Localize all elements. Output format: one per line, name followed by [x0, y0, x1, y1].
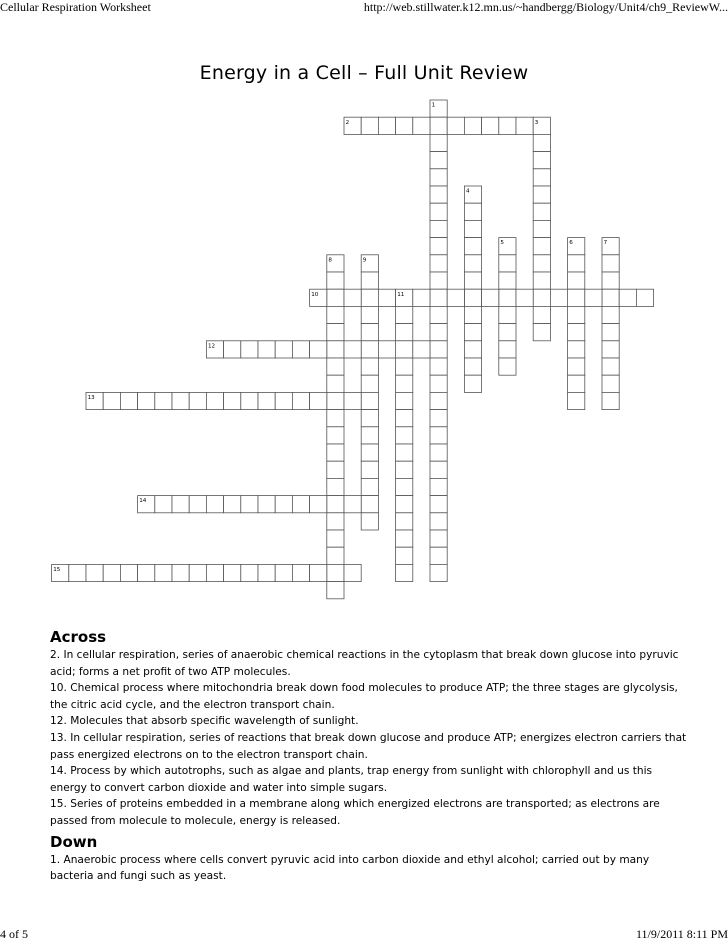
- grid-cell: [396, 341, 413, 358]
- grid-cell: [447, 289, 464, 306]
- grid-cell: [344, 564, 361, 581]
- grid-cell: [430, 272, 447, 289]
- grid-cell: [602, 306, 619, 323]
- grid-cell: [636, 289, 653, 306]
- grid-cell: [292, 392, 309, 409]
- grid-cell: [430, 152, 447, 169]
- grid-cell: [224, 564, 241, 581]
- grid-cell: [155, 564, 172, 581]
- grid-cell: [396, 324, 413, 341]
- grid-cell: [499, 306, 516, 323]
- grid-cell: [172, 496, 189, 513]
- grid-cell: [224, 392, 241, 409]
- grid-cell: [430, 186, 447, 203]
- grid-cell: [327, 358, 344, 375]
- grid-cell: [602, 324, 619, 341]
- grid-cell: [430, 444, 447, 461]
- grid-cell: [482, 289, 499, 306]
- grid-cell: [464, 324, 481, 341]
- grid-cell: [327, 341, 344, 358]
- grid-cell: [396, 461, 413, 478]
- grid-cell: [464, 306, 481, 323]
- grid-cell: [568, 324, 585, 341]
- grid-cell: [464, 272, 481, 289]
- grid-cell: [344, 496, 361, 513]
- grid-cell: [327, 513, 344, 530]
- across-clue-13: 13. In cellular respiration, series of reactions that break down glucose and produce ATP; energizes electron carriers that pass energized electrons on to the electron transport chain.: [50, 731, 687, 761]
- grid-cell: [361, 375, 378, 392]
- grid-cell: [396, 117, 413, 134]
- grid-cell: [69, 564, 86, 581]
- grid-cell: [430, 238, 447, 255]
- grid-cell: [619, 289, 636, 306]
- grid-cell: [241, 341, 258, 358]
- grid-cell: [378, 289, 395, 306]
- grid-cell: [533, 186, 550, 203]
- grid-cell: [430, 513, 447, 530]
- clue-number-15: 15: [53, 567, 61, 573]
- grid-cell: [550, 289, 567, 306]
- grid-cell: [224, 341, 241, 358]
- grid-cell: [361, 444, 378, 461]
- grid-cell: [361, 410, 378, 427]
- grid-cell: [206, 496, 223, 513]
- grid-cell: [275, 341, 292, 358]
- grid-cell: [533, 169, 550, 186]
- grid-cell: [206, 564, 223, 581]
- grid-cell: [430, 427, 447, 444]
- grid-cell: [516, 289, 533, 306]
- grid-cell: [258, 392, 275, 409]
- grid-cell: [602, 358, 619, 375]
- grid-cell: [499, 324, 516, 341]
- grid-cell: [464, 255, 481, 272]
- grid-cell: [568, 341, 585, 358]
- grid-cell: [138, 564, 155, 581]
- grid-cell: [86, 564, 103, 581]
- grid-cell: [413, 341, 430, 358]
- clue-number-13: 13: [87, 395, 95, 401]
- grid-cell: [327, 410, 344, 427]
- grid-cell: [396, 547, 413, 564]
- grid-cell: [430, 461, 447, 478]
- grid-cell: [533, 238, 550, 255]
- across-clue-2: 2. In cellular respiration, series of anaerobic chemical reactions in the cytoplasm that break down glucose into pyruvic acid; forms a net profit of two ATP molecules.: [50, 649, 679, 678]
- grid-cell: [430, 375, 447, 392]
- down-heading: Down: [50, 832, 98, 851]
- grid-cell: [464, 358, 481, 375]
- grid-cell: [258, 496, 275, 513]
- grid-cell: [344, 289, 361, 306]
- grid-cell: [464, 238, 481, 255]
- grid-cell: [378, 341, 395, 358]
- grid-cell: [568, 289, 585, 306]
- grid-cell: [585, 289, 602, 306]
- grid-cell: [327, 375, 344, 392]
- grid-cell: [430, 289, 447, 306]
- clue-number-10: 10: [311, 291, 319, 298]
- clue-number-9: 9: [362, 257, 367, 264]
- grid-cell: [533, 220, 550, 237]
- page-title: Energy in a Cell – Full Unit Review: [199, 62, 529, 84]
- grid-cell: [275, 564, 292, 581]
- grid-cell: [189, 496, 206, 513]
- grid-cell: [310, 564, 327, 581]
- grid-cell: [396, 375, 413, 392]
- grid-cell: [138, 392, 155, 409]
- clue-number-12: 12: [208, 343, 216, 350]
- grid-cell: [120, 392, 137, 409]
- grid-cell: [327, 272, 344, 289]
- grid-cell: [533, 255, 550, 272]
- clue-number-11: 11: [397, 291, 405, 298]
- grid-cell: [361, 427, 378, 444]
- grid-cell: [327, 496, 344, 513]
- grid-cell: [533, 152, 550, 169]
- grid-cell: [430, 255, 447, 272]
- grid-cell: [447, 117, 464, 134]
- grid-cell: [327, 289, 344, 306]
- grid-cell: [172, 392, 189, 409]
- grid-cell: [241, 496, 258, 513]
- grid-cell: [430, 392, 447, 409]
- grid-cell: [327, 564, 344, 581]
- grid-cell: [568, 375, 585, 392]
- clue-number-8: 8: [328, 257, 332, 264]
- grid-cell: [482, 117, 499, 134]
- grid-cell: [430, 134, 447, 151]
- across-heading: Across: [50, 628, 107, 646]
- across-clue-10: 10. Chemical process where mitochondria break down food molecules to produce ATP; the three stages are glycolysis, the citric acid cycle, and the electron transport chain.: [50, 682, 678, 711]
- grid-cell: [361, 341, 378, 358]
- grid-cell: [361, 478, 378, 495]
- grid-cell: [241, 564, 258, 581]
- grid-cell: [396, 358, 413, 375]
- grid-cell: [499, 341, 516, 358]
- grid-cell: [327, 444, 344, 461]
- grid-cell: [103, 392, 120, 409]
- grid-cell: [499, 255, 516, 272]
- grid-cell: [327, 461, 344, 478]
- grid-cell: [344, 341, 361, 358]
- grid-cell: [361, 513, 378, 530]
- grid-cell: [430, 220, 447, 237]
- grid-cell: [602, 392, 619, 409]
- clue-number-14: 14: [139, 498, 147, 505]
- grid-cell: [327, 582, 344, 599]
- grid-cell: [499, 117, 516, 134]
- grid-cell: [430, 117, 447, 134]
- grid-cell: [224, 496, 241, 513]
- grid-cell: [327, 392, 344, 409]
- grid-cell: [396, 478, 413, 495]
- grid-cell: [361, 496, 378, 513]
- grid-cell: [430, 306, 447, 323]
- clue-number-1: 1: [431, 102, 436, 109]
- grid-cell: [430, 169, 447, 186]
- across-clue-14: 14. Process by which autotrophs, such as algae and plants, trap energy from sunlight with chlorophyll and us this energy to convert carbon dioxide and water into simple sugars.: [50, 765, 653, 794]
- clue-number-5: 5: [500, 240, 504, 247]
- grid-cell: [275, 392, 292, 409]
- grid-cell: [464, 220, 481, 237]
- grid-cell: [155, 392, 172, 409]
- grid-cell: [361, 289, 378, 306]
- grid-cell: [396, 444, 413, 461]
- grid-cell: [361, 358, 378, 375]
- grid-cell: [361, 272, 378, 289]
- grid-cell: [310, 341, 327, 358]
- down-clue-1: 1. Anaerobic process where cells convert pyruvic acid into carbon dioxide and ethyl alcohol; carried out by many bacteria and fungi such as yeast.: [50, 853, 650, 883]
- grid-cell: [258, 564, 275, 581]
- grid-cell: [327, 547, 344, 564]
- grid-cell: [361, 117, 378, 134]
- grid-cell: [602, 272, 619, 289]
- grid-cell: [602, 255, 619, 272]
- grid-cell: [361, 306, 378, 323]
- grid-cell: [568, 358, 585, 375]
- clues-section: [50, 627, 690, 885]
- grid-cell: [413, 117, 430, 134]
- grid-cell: [533, 134, 550, 151]
- grid-cell: [499, 289, 516, 306]
- grid-cell: [327, 427, 344, 444]
- grid-cell: [430, 358, 447, 375]
- grid-cell: [430, 478, 447, 495]
- grid-cell: [464, 117, 481, 134]
- grid-cell: [430, 530, 447, 547]
- grid-cell: [464, 375, 481, 392]
- grid-cell: [464, 203, 481, 220]
- grid-cell: [533, 203, 550, 220]
- grid-cell: [327, 324, 344, 341]
- grid-cell: [327, 478, 344, 495]
- grid-cell: [602, 289, 619, 306]
- grid-cell: [396, 427, 413, 444]
- header-left-title: Cellular Respiration Worksheet: [0, 0, 151, 14]
- grid-cell: [430, 410, 447, 427]
- grid-cell: [189, 392, 206, 409]
- grid-cell: [568, 392, 585, 409]
- grid-cell: [103, 564, 120, 581]
- grid-cell: [602, 341, 619, 358]
- grid-cell: [396, 530, 413, 547]
- grid-cell: [430, 324, 447, 341]
- grid-cell: [568, 306, 585, 323]
- clue-number-2: 2: [345, 119, 350, 126]
- header-right-url: http://web.stillwater.k12.mn.us/~handbergg/Biology/Unit4/ch9_ReviewW...: [363, 0, 728, 14]
- grid-cell: [430, 203, 447, 220]
- grid-cell: [396, 496, 413, 513]
- clue-number-3: 3: [534, 119, 539, 126]
- grid-cell: [327, 530, 344, 547]
- grid-cell: [361, 461, 378, 478]
- grid-cell: [310, 392, 327, 409]
- grid-cell: [533, 306, 550, 323]
- clue-number-6: 6: [569, 240, 573, 247]
- grid-cell: [155, 496, 172, 513]
- footer-timestamp: 11/9/2011 8:11 PM: [635, 927, 728, 941]
- grid-cell: [206, 392, 223, 409]
- grid-cell: [430, 341, 447, 358]
- grid-cell: [568, 272, 585, 289]
- grid-cell: [533, 289, 550, 306]
- grid-cell: [499, 358, 516, 375]
- clue-number-4: 4: [466, 188, 470, 195]
- grid-cell: [396, 513, 413, 530]
- grid-cell: [275, 496, 292, 513]
- grid-cell: [533, 324, 550, 341]
- grid-cell: [533, 272, 550, 289]
- grid-cell: [430, 496, 447, 513]
- grid-cell: [292, 564, 309, 581]
- grid-cell: [516, 117, 533, 134]
- grid-cell: [464, 341, 481, 358]
- grid-cell: [361, 324, 378, 341]
- grid-cell: [396, 564, 413, 581]
- footer-page-number: 4 of 5: [0, 927, 28, 941]
- grid-cell: [310, 496, 327, 513]
- grid-cell: [241, 392, 258, 409]
- grid-cell: [430, 547, 447, 564]
- grid-cell: [344, 392, 361, 409]
- grid-cell: [602, 375, 619, 392]
- grid-cell: [464, 289, 481, 306]
- grid-cell: [292, 341, 309, 358]
- grid-cell: [172, 564, 189, 581]
- grid-cell: [327, 306, 344, 323]
- grid-cell: [430, 564, 447, 581]
- grid-cell: [568, 255, 585, 272]
- grid-cell: [396, 392, 413, 409]
- grid-cell: [499, 272, 516, 289]
- grid-cell: [120, 564, 137, 581]
- grid-cell: [396, 306, 413, 323]
- grid-cell: [361, 392, 378, 409]
- grid-cell: [413, 289, 430, 306]
- grid-cell: [396, 410, 413, 427]
- clue-number-7: 7: [603, 240, 608, 247]
- grid-cell: [258, 341, 275, 358]
- grid-cell: [189, 564, 206, 581]
- across-clue-15: 15. Series of proteins embedded in a membrane along which energized electrons are transported; as electrons are passed from molecule to molecule, energy is released.: [50, 798, 660, 827]
- grid-cell: [292, 496, 309, 513]
- grid-cell: [378, 117, 395, 134]
- across-clue-12: 12. Molecules that absorb specific wavelength of sunlight.: [50, 715, 359, 728]
